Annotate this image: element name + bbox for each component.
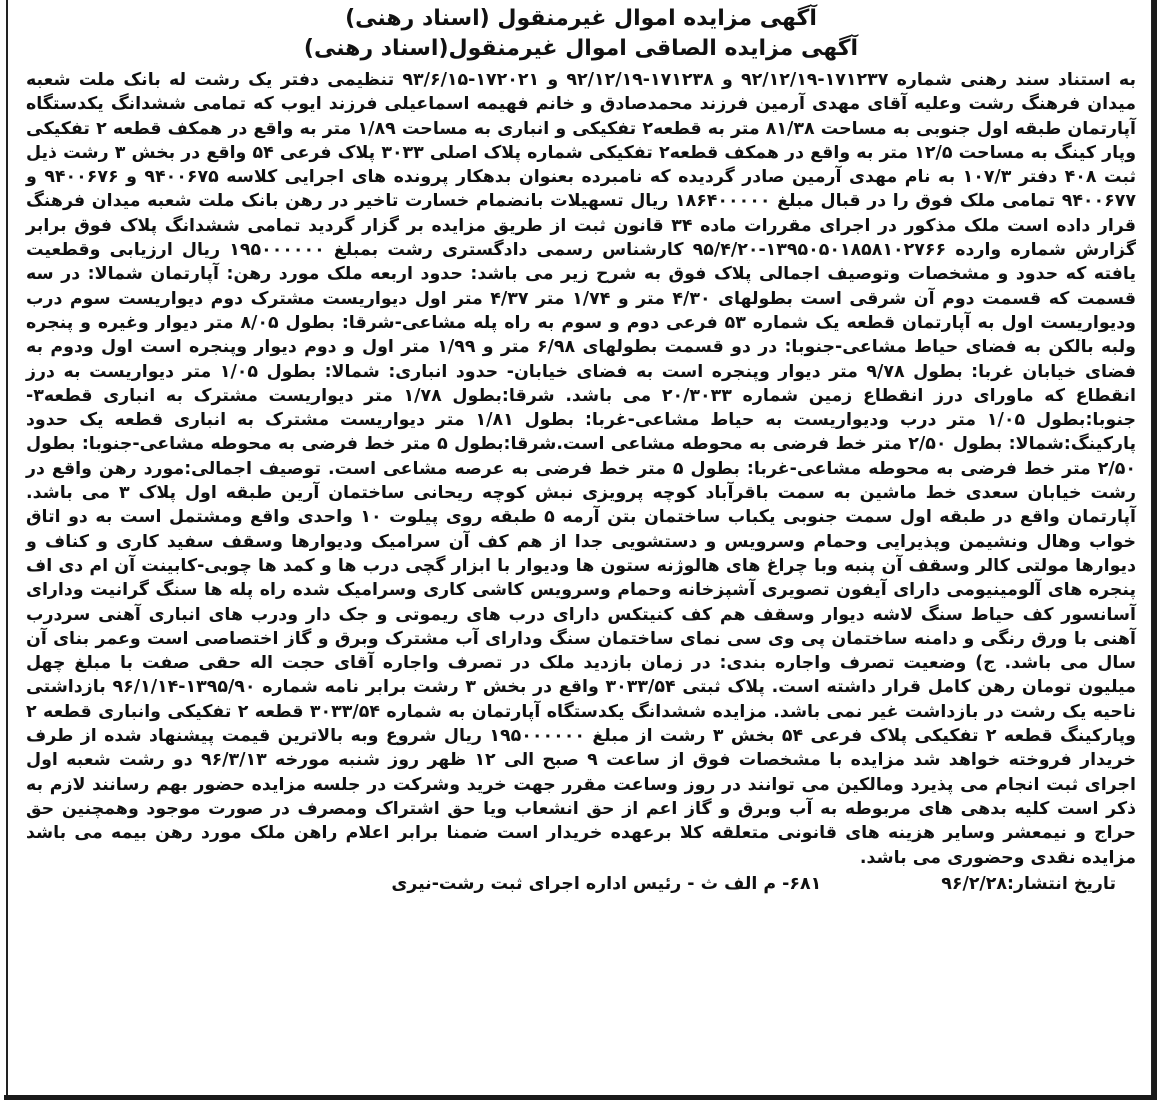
notice-footer (26, 874, 1136, 894)
signature-line: ۶۸۱- م الف ث - رئیس اداره اجرای ثبت رشت-نیری (391, 873, 822, 894)
auction-notice (26, 4, 1136, 894)
notice-subtitle: آگهی مزایده الصاقی اموال غیرمنقول(اسناد رهنی) (303, 36, 859, 61)
notice-body: به استناد سند رهنی شماره ۱۷۱۲۳۷-۹۲/۱۲/۱۹ و ۱۷۱۲۳۸-۹۲/۱۲/۱۹ و ۱۷۲۰۲۱-۹۳/۶/۱۵ تنظیمی دفتر یک رشت له بانک ملت شعبه میدان فرهنگ رشت وعلیه آقای مهدی آرمین فرزند محمدصادق و خانم فهیمه اسماعیلی فرزند ایوب که تمامی ششدانگ یکدستگاه آپارتمان طبقه اول جنوبی به مساحت ۸۱/۳۸ متر به قطعه۲ تفکیکی و انباری به مساحت ۱/۸۹ متر به واقع در همکف قطعه ۲ تفکیکی وپار کینگ به مساحت ۱۲/۵ متر به واقع در همکف قطعه۲ تفکیکی شماره پلاک اصلی ۳۰۳۳ پلاک فرعی ۵۴ واقع در بخش ۳ رشت ذیل ثبت ۴۰۸ دفتر ۱۰۷/۳ به نام مهدی آرمین صادر گردیده که نامبرده بعنوان بدهکار پرونده های اجرایی کلاسه ۹۴۰۰۶۷۵ و ۹۴۰۰۶۷۶ و ۹۴۰۰۶۷۷ تمامی ملک فوق را در قبال مبلغ ۱۸۶۴۰۰۰۰۰ ریال تسهیلات بانضمام خسارت تاخیر در رهن بانک ملت شعبه میدان فرهنگ قرار داده است ملک مذکور در اجرای مقررات ماده ۳۴ قانون ثبت از طریق مزایده بر گزار گردید تمامی ششدانگ پلاک فوق برابر گزارش شماره وارده ۱۳۹۵۰۵۰۱۸۵۸۱۰۲۷۶۶-۹۵/۴/۲۰ کارشناس رسمی دادگستری رشت بمبلغ ۱۹۵۰۰۰۰۰۰ ریال ارزیابی وقطعیت یافته که حدود و مشخصات وتوصیف اجمالی پلاک فوق به شرح زیر می باشد: حدود اربعه ملک مورد رهن: آپارتمان شمالا: در سه قسمت که قسمت دوم آن شرقی است بطولهای ۴/۳۰ متر و ۱/۷۴ متر ۴/۳۷ متر اول دیواریست مشترک دوم دیواریست سوم درب ودیواریست اول به آپارتمان قطعه یک شماره ۵۳ فرعی دوم و سوم به راه پله مشاعی-شرقا: بطول ۸/۰۵ متر دیوار وغیره و پنجره ولبه بالکن به فضای حیاط مشاعی-جنوبا: در دو قسمت بطولهای ۶/۹۸ متر و ۱/۹۹ متر اول و دوم دیوار وپنجره است اول ودوم به فضای خیابان غربا: بطول ۹/۷۸ متر دیوار وپنجره است به فضای خیابان- حدود انباری: شمالا: بطول ۱/۰۵ متر دیواریست به درز انقطاع که ماورای درز انقطاع زمین شماره ۲۰/۳۰۳۳ می باشد. شرقا:بطول ۱/۷۸ متر دیواریست مشترک به انباری قطعه۳-جنوبا:بطول ۱/۰۵ متر درب ودیواریست به حیاط مشاعی-غربا: بطول ۱/۸۱ متر دیواریست مشترک به انباری قطعه یک حدود پارکینگ:شمالا: بطول ۲/۵۰ متر خط فرضی به محوطه مشاعی است.شرقا:بطول ۵ متر خط فرضی به محوطه مشاعی-جنوبا: بطول ۲/۵۰ متر خط فرضی به محوطه مشاعی-غربا: بطول ۵ متر خط فرضی به عرصه مشاعی است. توصیف اجمالی:مورد رهن واقع در رشت خیابان سعدی خط ماشین به سمت باقرآباد کوچه پرویزی نبش کوچه ریحانی ساختمان آرین طبقه اول پلاک ۳ می باشد. آپارتمان واقع در طبقه اول سمت جنوبی یکباب ساختمان بتن آرمه ۵ طبقه روی پیلوت ۱۰ واحدی واقع ومشتمل است به دو اتاق خواب وهال ونشیمن وپذیرایی وحمام وسرویس و دستشویی جدا از هم کف آن سرامیک ودیوارها وسقف سفید کاری و کناف و دیوارها مولتی کالر وسقف آن پنبه وبا چراغ های هالوژنه ستون ها ودیوار با ابزار گچی درب ها و کمد ها چوبی-کابینت آن ام دی اف پنجره های آلومینیومی دارای آیفون تصویری آشپزخانه وحمام وسرویس کاشی کاری وسرامیک شده راه پله ها سنگ گرانیت ودارای آسانسور کف حیاط سنگ لاشه دیوار وسقف هم کف کنیتکس دارای درب های ریموتی و جک دار ودرب های انباری آهنی سردرب آهنی با ورق رنگی و دامنه ساختمان پی وی سی نمای ساختمان سنگ ودارای آب مشترک وبرق و گاز اختصاصی است وعمر بنای آن سال می باشد. ج) وضعیت تصرف واجاره بندی: در زمان بازدید ملک در تصرف واجاره آقای حجت اله حقی صفت با مبلغ چهل میلیون تومان رهن کامل قرار داشته است. پلاک ثبتی ۳۰۳۳/۵۴ واقع در بخش ۳ رشت برابر نامه شماره ۱۳۹۵/۹۰-۹۶/۱/۱۴ بازداشتی ناحیه یک رشت در بازداشت غیر نمی باشد. مزایده ششدانگ یکدستگاه آپارتمان به شماره ۳۰۳۳/۵۴ قطعه ۲ تفکیکی وانباری قطعه ۲ وپارکینگ قطعه ۲ تفکیکی پلاک فرعی ۵۴ بخش ۳ رشت از مبلغ ۱۹۵۰۰۰۰۰۰ ریال شروع وبه بالاترین قیمت پیشنهاد شده از طرف خریدار فروخته خواهد شد مزایده با مشخصات فوق از ساعت ۹ صبح الی ۱۲ ظهر روز شنبه مورخه ۹۶/۳/۱۳ دو رشت شعبه اول اجرای ثبت انجام می پذیرد ومالکین می توانند در روز وساعت مقرر جهت خرید وشرکت در جلسه مزایده حضور بهم رسانند لازم به ذکر است کلیه بدهی های مربوطه به آب وبرق و گاز اعم از حق انشعاب ویا حق اشتراک ومصرف در صورت موجود وهمچنین حق حراج و نیمعشر وسایر هزینه های قانونی متعلقه کلا برعهده خریدار است ضمنا برابر اعلام راهن ملک مورد رهن بیمه می باشد مزایده نقدی وحضوری می باشد. (26, 70, 1137, 868)
publish-date: تاریخ انتشار:۹۶/۲/۲۸ (941, 873, 1116, 894)
notice-title: آگهی مزایده اموال غیرمنقول (اسناد رهنی) (345, 6, 817, 31)
